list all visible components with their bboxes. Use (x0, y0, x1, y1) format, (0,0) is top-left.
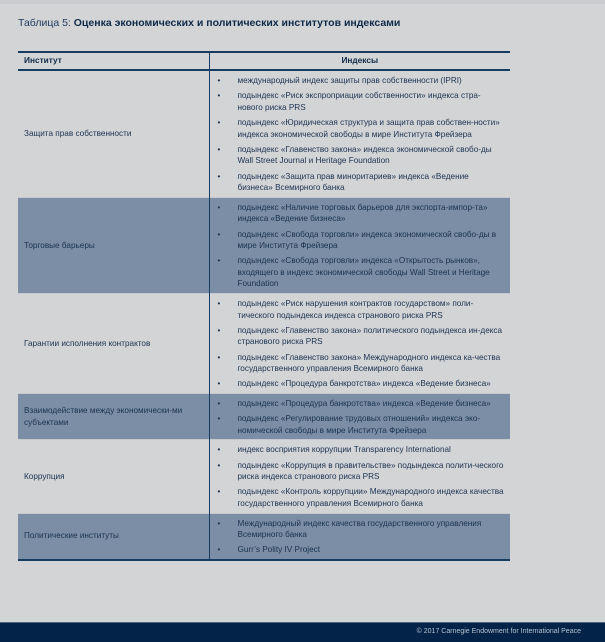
institute-label: Коррупция (24, 471, 65, 481)
table-header-row (18, 52, 510, 70)
bullet-icon: • (217, 202, 221, 212)
index-text: подындекс «Юридическая структура и защита прав собствен-ности» индекса экономической свободы в мире Института Фрейзера (237, 117, 500, 139)
indices-cell (209, 513, 510, 560)
index-text: подындекс «Главенство закона» индекса экономической свобо-ды Wall Street Journal и Heritage Foundation (237, 144, 492, 166)
table-caption (18, 17, 400, 29)
indices-list (218, 75, 505, 194)
index-item (218, 202, 505, 225)
institute-label: Политические институты (24, 531, 119, 541)
institute-label: Торговые барьеры (24, 240, 95, 250)
index-item (218, 171, 505, 194)
table-row (18, 513, 510, 560)
index-text: подындекс «Коррупция в правительстве» подындекса полити-ческого риска индекса странового риска PRS (237, 460, 504, 482)
index-text: подындекс «Регулирование трудовых отношений» индекса эко-номической свободы в мире Института Фрейзера (237, 414, 481, 435)
bullet-icon: • (217, 445, 221, 455)
index-text: Gurr’s Polity IV Project (237, 545, 321, 555)
index-item (218, 325, 505, 348)
index-text: подындекс «Главенство закона» политического подындекса ин-декса странового риска PRS (237, 325, 503, 347)
index-item (218, 460, 505, 483)
table-row (18, 394, 510, 440)
index-text: подындекс «Риск экспроприации собственности» индекса стра-нового риска PRS (237, 91, 481, 112)
index-item (218, 486, 505, 509)
index-item (218, 90, 505, 113)
index-item (218, 229, 505, 252)
indices-cell (209, 440, 510, 513)
index-item (218, 518, 505, 541)
institute-cell (18, 394, 209, 440)
index-text: подындекс «Наличие торговых барьеров для экспорта-импор-та» индекса «Ведение бизнеса» (237, 202, 488, 224)
index-text: подындекс «Свобода торговли» индекса «Открытость рынков», входящего в индекс экономической свободы Wall Street и Heritage Foundation (237, 256, 490, 289)
index-item (218, 117, 505, 140)
index-item (218, 378, 505, 390)
indices-list (218, 398, 505, 436)
bullet-icon: • (217, 76, 221, 85)
indices-list (218, 298, 505, 390)
bullet-icon: • (217, 399, 221, 408)
indices-cell (209, 394, 510, 440)
indices-list (218, 444, 505, 509)
bullet-icon: • (217, 414, 221, 424)
caption-title: Оценка экономических и политических институтов индексами (73, 17, 401, 29)
bullet-icon: • (217, 460, 221, 470)
index-text: подындекс «Процедура банкротства» индекса «Ведение бизнеса» (237, 399, 491, 408)
index-item (218, 444, 505, 456)
table-row (18, 440, 510, 513)
footer (0, 622, 605, 642)
institute-label: Гарантии исполнения контрактов (24, 338, 151, 348)
header-indices: Индексы (341, 55, 379, 66)
index-item (218, 398, 505, 410)
index-item (218, 144, 505, 167)
indices-list (218, 202, 505, 290)
bullet-icon: • (217, 256, 221, 266)
bullet-icon: • (217, 171, 221, 181)
top-strip (0, 0, 605, 4)
index-text: подындекс «Свобода торговли» индекса экономической свобо-ды в мире Института Фрейзера (237, 229, 497, 251)
bullet-icon: • (217, 325, 221, 335)
bullet-icon: • (217, 518, 221, 528)
index-item (218, 75, 505, 87)
institute-cell (18, 197, 209, 293)
copyright-text: © 2017 Carnegie Endowment for International Peace (416, 628, 581, 635)
bullet-icon: • (217, 352, 221, 362)
caption-prefix: Таблица 5: (18, 17, 71, 29)
index-item (218, 255, 505, 290)
bullet-icon: • (217, 299, 221, 309)
index-item (218, 544, 505, 556)
index-item (218, 298, 505, 321)
bullet-icon: • (217, 229, 221, 239)
institute-cell (18, 513, 209, 560)
indices-cell (209, 70, 510, 197)
indices-cell (209, 197, 510, 293)
table-row (18, 294, 510, 394)
indices-cell (209, 294, 510, 394)
institute-cell (18, 294, 209, 394)
bullet-icon: • (217, 379, 221, 389)
indices-list (218, 518, 505, 556)
index-text: подындекс «Процедура банкротства» индекса «Ведение бизнеса» (237, 379, 491, 389)
index-text: подындекс «Главенство закона» Международного индекса ка-чества государственного управления Всемирного банка (237, 352, 501, 374)
index-text: подындекс «Контроль коррупции» Международного индекса качества государственного управления Всемирного банка (237, 487, 504, 508)
bullet-icon: • (217, 91, 221, 101)
institute-cell (18, 70, 209, 197)
index-text: подындекс «Риск нарушения контрактов государством» поли-тического подындекса индекса странового риска PRS (237, 299, 474, 320)
index-text: индекс восприятия коррупции Transparency International (237, 445, 451, 455)
indices-table (18, 51, 510, 561)
institute-cell (18, 440, 209, 513)
index-item (218, 352, 505, 375)
table-row (18, 70, 510, 197)
header-institute: Институт (18, 52, 209, 70)
table-row (18, 197, 510, 293)
index-item (218, 413, 505, 436)
bullet-icon: • (217, 487, 221, 497)
bullet-icon: • (217, 545, 221, 555)
bullet-icon: • (217, 117, 221, 127)
index-text: подындекс «Защита прав миноритариев» индекса «Ведение бизнеса» Всемирного банка (237, 171, 469, 193)
index-text: Международный индекс качества государственного управления Всемирного банка (237, 518, 482, 540)
index-text: международный индекс защиты прав собственности (IPRI) (237, 76, 462, 85)
bullet-icon: • (217, 144, 221, 154)
table-body (18, 70, 510, 560)
institute-label: Защита прав собственности (24, 129, 132, 139)
institute-label: Взаимодействие между экономически-ми субъектами (24, 406, 183, 427)
